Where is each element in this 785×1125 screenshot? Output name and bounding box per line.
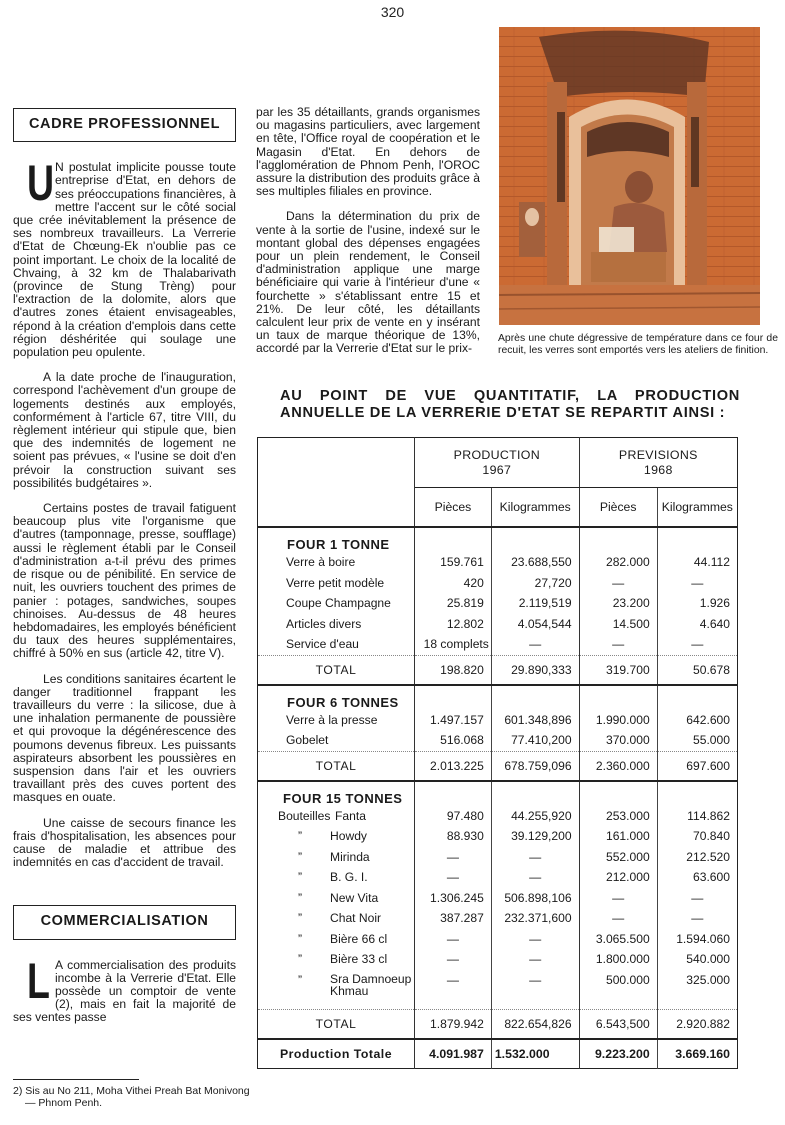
column-header-kilogrammes: Kilogrammes — [491, 488, 579, 528]
photo-caption: Après une chute dégressive de température dans ce four de recuit, les verres sont emportés vers les ateliers de finition. — [498, 333, 778, 356]
ditto-mark: ” — [298, 952, 303, 967]
ditto-mark: ” — [298, 890, 303, 905]
column-header-pieces: Pièces — [415, 488, 492, 528]
paragraph: Dans la détermination du prix de vente à la sortie de l'usine, indexé sur le montant global des dépenses engagées pour un plein rendement, le Conseil d'administration applique une marge bénéficiaire qui varie à l'intérieur d'une « fourchette » s'établissant entre 15 et 21%. De leur côté, les détaillants calculent leur prix de vente en y insérant un taux de marque théorique de 13%, accordé par la Verrerie d'Etat sur le prix- — [256, 209, 480, 356]
section-heading-cadre-professionnel: CADRE PROFESSIONNEL — [13, 108, 236, 142]
paragraph-commercialisation: L A commercialisation des produits incombe à la Verrerie d'Etat. Elle possède un comptoir de vente (2), mais en fait la majorité de ses ventes passe — [13, 952, 236, 1025]
production-table — [257, 437, 738, 1069]
footnote-line: — Phnom Penh. — [25, 1097, 103, 1109]
footnote-line: 2) Sis au No 211, Moha Vithei Preah Bat Monivong — [13, 1085, 250, 1097]
table-row: ” Chat Noir 387.287 232.371,600 — — — [258, 908, 738, 929]
table-row: Coupe Champagne 25.819 2.119,519 23.200 1.926 — [258, 593, 738, 614]
ditto-mark: ” — [298, 972, 303, 987]
table-row: Verre petit modèle 420 27,720 — — — [258, 573, 738, 594]
page-number: 320 — [380, 4, 405, 20]
ditto-mark: ” — [298, 849, 303, 864]
drop-cap: L — [27, 952, 50, 1009]
column-1 — [13, 108, 236, 1037]
table-row: ” Sra Damnoeup Khmau — — 500.000 325.000 — [258, 970, 738, 1010]
paragraph: par les 35 détaillants, grands organismes ou magasins particuliers, avec largement en tête, l'Office royal de coopération et le Magasin d'Etat. En dehors de l'agglomération de Phnom Penh, l'OROC assure la distribution des produits grâce à ses multiples filiales en province. — [256, 105, 480, 199]
grand-total-row: Production Totale 4.091.987 1.532.000 9.223.200 3.669.160 — [258, 1039, 738, 1069]
section-heading-commercialisation: COMMERCIALISATION — [13, 905, 236, 939]
drop-cap: U — [27, 155, 55, 212]
table-corner-cell — [258, 438, 415, 528]
column-2 — [256, 106, 480, 368]
table-row: Verre à la presse 1.497.157 601.348,896 1.990.000 642.600 — [258, 710, 738, 731]
section-title: FOUR 15 TONNES — [258, 785, 415, 806]
total-row: TOTAL 198.820 29.890,333 319.700 50.678 — [258, 655, 738, 685]
table-row: Articles divers 12.802 4.054,544 14.500 4.640 — [258, 614, 738, 635]
table-title-line: ANNUELLE DE LA VERRERIE D'ETAT SE REPARTIT AINSI : — [280, 405, 726, 421]
total-row: TOTAL 1.879.942 822.654,826 6.543,500 2.920.882 — [258, 1009, 738, 1039]
ditto-mark: ” — [298, 931, 303, 946]
total-row: TOTAL 2.013.225 678.759,096 2.360.000 697.600 — [258, 751, 738, 781]
table-row: ” Bière 33 cl — — 1.800.000 540.000 — [258, 949, 738, 970]
paragraph: Certains postes de travail fatiguent beaucoup plus vite l'organisme que d'autres (tamponnage, presse, soufflage) aussi le règlement établi par le Conseil d'administration a-t-il prévu des primes de risque ou de pénibilité. En service de nuit, les ouvriers touchent des primes de panier : potages, sandwiches, soupes chinoises. Au-dessus de 48 heures hebdomadaires, les employés bénéficient du taux des heures supplémentaires, chiffré à 50% en sus (article 42, titre V). — [13, 501, 236, 661]
table-row: Gobelet 516.068 77.410,200 370.000 55.000 — [258, 730, 738, 751]
footnote-rule — [13, 1079, 139, 1080]
furnace-photo — [499, 27, 760, 325]
header-previsions-1968: PREVISIONS 1968 — [579, 438, 737, 488]
paragraph-intro: U N postulat implicite pousse toute entreprise d'Etat, en dehors de ses préoccupations financières, à mettre l'accent sur le côté social que crée inévitablement la présence de ses nombreux travailleurs. La Verrerie d'Etat de Chœung-Ek n'oublie pas ce point important. Le choix de la localité de Chvaing, à 32 km de Thalabarivath (province de Stung Trèng) pour l'extraction de la dolomite, alors que d'autres zones étaient envisageables, répond à la création d'emplois dans cette région déshéritée qui soulage une population peu opulente. — [13, 155, 236, 360]
table-title-line: AU POINT DE VUE QUANTITATIF, LA PRODUCTION — [280, 388, 740, 404]
table-row: ” B. G. I. — — 212.000 63.600 — [258, 867, 738, 888]
paragraph: Une caisse de secours finance les frais d'hospitalisation, les absences pour cause de maladie et attribue des indemnités en cas d'accident de travail. — [13, 815, 236, 870]
annealing-oven-image — [499, 27, 760, 325]
ditto-mark: ” — [298, 870, 303, 885]
ditto-mark: ” — [298, 911, 303, 926]
header-production-1967: PRODUCTION 1967 — [415, 438, 580, 488]
column-header-pieces: Pièces — [579, 488, 657, 528]
table-row: Service d'eau 18 complets — — — — [258, 634, 738, 655]
section-title: FOUR 6 TONNES — [258, 689, 415, 710]
paragraph: Les conditions sanitaires écartent le danger traditionnel frappant les travailleurs du verre : la silicose, due à une inhalation permanente de poussière et qui provoque la dégénérescence des poumons devenus fibreux. Les puissants aspirateurs absorbent les poussières en suspension dans l'air et les ouvriers travaillant près des cuves portent des masques en ouate. — [13, 671, 236, 805]
footnote — [13, 1085, 313, 1109]
table-title — [280, 388, 740, 422]
table-row: ” New Vita 1.306.245 506.898,106 — — — [258, 888, 738, 909]
table-row: ” Mirinda — — 552.000 212.520 — [258, 847, 738, 868]
table-row: Verre à boire 159.761 23.688,550 282.000 44.112 — [258, 552, 738, 573]
ditto-mark: ” — [298, 829, 303, 844]
table-row: Bouteilles Fanta 97.480 44.255,920 253.000 114.862 — [258, 806, 738, 827]
table-row: ” Bière 66 cl — — 3.065.500 1.594.060 — [258, 929, 738, 950]
paragraph: A la date proche de l'inauguration, correspond l'achèvement d'un groupe de logements destinés aux employés, conformément à l'article 67, titre VIII, du règlement intérieur qui stipule que, bien que des indemnités de logement ne soient pas prévues, « l'usine se doit d'en prévoir la construction suivant ses possibilités budgétaires ». — [13, 370, 236, 490]
table-row: ” Howdy 88.930 39.129,200 161.000 70.840 — [258, 826, 738, 847]
section-title: FOUR 1 TONNE — [258, 531, 415, 552]
column-header-kilogrammes: Kilogrammes — [661, 500, 733, 514]
